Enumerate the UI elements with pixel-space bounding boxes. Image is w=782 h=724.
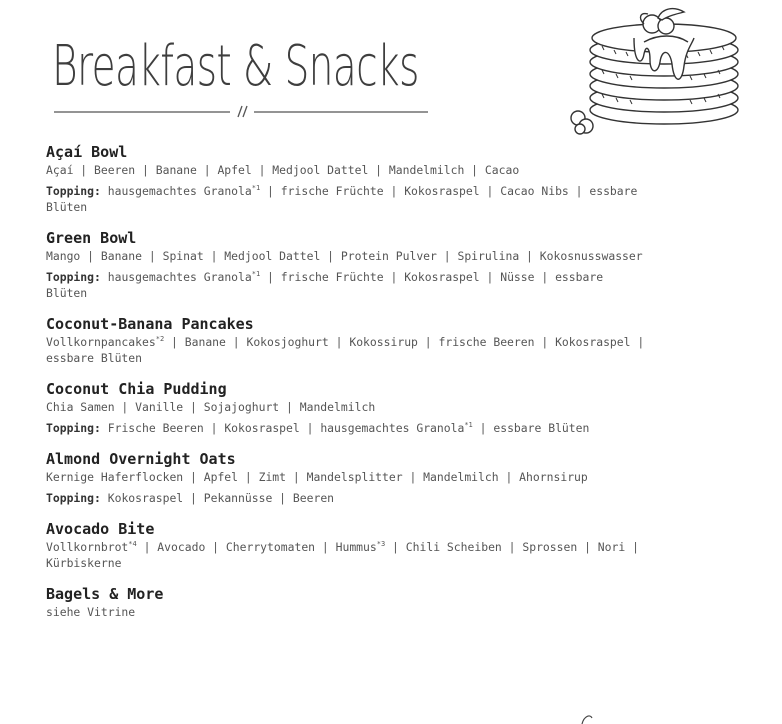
item-ingredients: Mango | Banane | Spinat | Medjool Dattel | Protein Pulver | Spirulina | Kokosnusswasser xyxy=(46,249,643,263)
footnote-marker: *1 xyxy=(251,184,261,192)
ingredient-text: | Banane | Kokosjoghurt | Kokossirup | frische Beeren | Kokosraspel | essbare Blüten xyxy=(46,335,645,365)
item-name: Coconut-Banana Pancakes xyxy=(46,315,254,333)
item-topping xyxy=(46,269,646,301)
page-title: Breakfast & Snacks xyxy=(52,34,419,99)
footnote-marker: *4 xyxy=(128,540,137,548)
menu-header xyxy=(52,28,432,128)
topping-text: | frische Früchte | Kokosraspel | Nüsse | essbare Blüten xyxy=(46,270,604,300)
title-divider-icon xyxy=(54,104,428,118)
menu-item-avocado-bite xyxy=(46,520,646,571)
item-ingredients: Açaí | Beeren | Banane | Apfel | Medjool Dattel | Mandelmilch | Cacao xyxy=(46,163,520,177)
item-ingredients: siehe Vitrine xyxy=(46,605,136,619)
menu-item-bagels-more xyxy=(46,585,646,620)
menu-item-acai-bowl xyxy=(46,143,646,215)
ingredient-text: Vollkornbrot xyxy=(46,540,129,554)
item-ingredients xyxy=(46,334,646,366)
topping-text: Frische Beeren | Kokosraspel | hausgemachtes Granola xyxy=(100,421,465,435)
pancake-stack-illustration xyxy=(566,4,748,136)
item-topping xyxy=(46,183,646,215)
footnote-marker: *1 xyxy=(251,270,261,278)
menu-item-coconut-banana-pancakes xyxy=(46,315,646,366)
menu-item-green-bowl xyxy=(46,229,646,301)
item-ingredients: Kernige Haferflocken | Apfel | Zimt | Mandelsplitter | Mandelmilch | Ahornsirup xyxy=(46,470,588,484)
topping-label: Topping: xyxy=(46,421,101,435)
footnote-marker: *3 xyxy=(376,540,386,548)
item-name: Açaí Bowl xyxy=(46,143,128,161)
footnote-marker: *2 xyxy=(155,335,165,343)
menu-list xyxy=(46,143,646,634)
topping-text: hausgemachtes Granola xyxy=(100,270,252,284)
item-name: Almond Overnight Oats xyxy=(46,450,236,468)
ingredient-text: | Avocado | Cherrytomaten | Hummus xyxy=(136,540,377,554)
item-ingredients: Chia Samen | Vanille | Sojajoghurt | Mandelmilch xyxy=(46,400,376,414)
ingredient-text: | Chili Scheiben | Sprossen | Nori | Kürbiskerne xyxy=(46,540,639,570)
item-name: Avocado Bite xyxy=(46,520,155,538)
item-topping xyxy=(46,490,646,506)
topping-label: Topping: xyxy=(46,184,101,198)
item-name: Coconut Chia Pudding xyxy=(46,380,227,398)
topping-text: | frische Früchte | Kokosraspel | Cacao Nibs | essbare Blüten xyxy=(46,184,638,214)
topping-text: | essbare Blüten xyxy=(472,421,590,435)
topping-text: Kokosraspel | Pekannüsse | Beeren xyxy=(100,491,335,505)
item-ingredients xyxy=(46,539,646,571)
footnote-marker: *1 xyxy=(464,421,473,429)
item-name: Green Bowl xyxy=(46,229,137,247)
topping-label: Topping: xyxy=(46,491,101,505)
decorative-flourish-icon xyxy=(578,712,602,724)
ingredient-text: Vollkornpancakes xyxy=(46,335,156,349)
menu-item-coconut-chia-pudding xyxy=(46,380,646,436)
item-topping xyxy=(46,420,646,436)
topping-text: hausgemachtes Granola xyxy=(100,184,252,198)
item-name: Bagels & More xyxy=(46,585,164,603)
menu-item-almond-overnight-oats xyxy=(46,450,646,506)
topping-label: Topping: xyxy=(46,270,101,284)
